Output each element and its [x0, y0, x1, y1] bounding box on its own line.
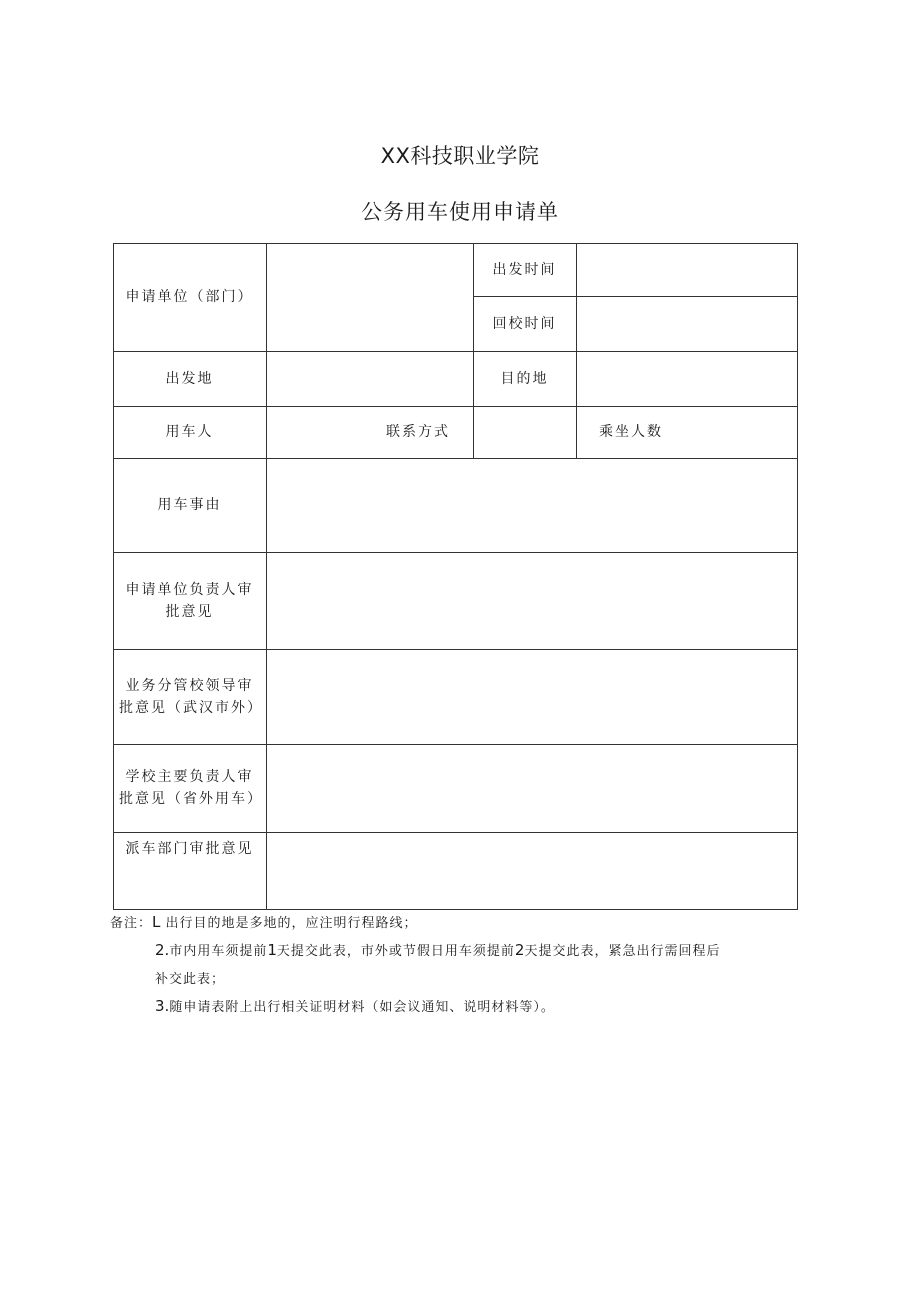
table-border-right [797, 243, 798, 910]
note-item-2-continuation: 补交此表； [155, 972, 226, 987]
applicant-unit-field[interactable] [267, 244, 473, 351]
application-form-table [113, 243, 798, 910]
contact-field[interactable] [474, 407, 576, 458]
destination-label: 目的地 [500, 370, 549, 387]
passenger-count-label: 乘坐人数 [599, 424, 663, 440]
document-title: XX科技职业学院 [380, 144, 540, 168]
note-3-text: 随申请表附上出行相关证明材料（如会议通知、说明材料等）。 [169, 1000, 555, 1015]
contact-label: 联系方式 [386, 424, 450, 440]
departure-time-label: 出发时间 [492, 261, 557, 278]
return-time-field[interactable] [577, 297, 797, 351]
form-title: 公务用车使用申请单 [361, 200, 559, 224]
note-2-number: 2. [155, 941, 170, 959]
unit-head-approval-label: 申请单位负责人审批意见 [125, 581, 254, 620]
passenger-count-field[interactable] [686, 407, 797, 458]
reason-label: 用车事由 [157, 497, 222, 513]
car-user-label: 用车人 [165, 424, 214, 440]
note-2-text-b: 天提交此表，市外或节假日用车须提前 [276, 944, 515, 959]
car-user-field[interactable] [267, 407, 363, 458]
notes-prefix: 备注： [110, 916, 153, 931]
reason-field[interactable] [267, 459, 797, 552]
note-2-days-2: 2 [514, 941, 525, 959]
departure-time-field[interactable] [577, 244, 797, 296]
note-item-2 [155, 940, 720, 959]
dispatch-approval-field[interactable] [267, 833, 797, 909]
unit-head-approval-field[interactable] [267, 553, 797, 649]
note-2-text-c: 天提交此表，紧急出行需回程后 [524, 944, 721, 959]
note-item-3 [155, 996, 555, 1015]
applicant-unit-label: 申请单位（部门） [125, 289, 254, 305]
departure-place-label: 出发地 [165, 370, 214, 387]
destination-field[interactable] [577, 352, 797, 406]
return-time-label: 回校时间 [492, 315, 557, 332]
principal-approval-field[interactable] [267, 745, 797, 832]
vice-leader-approval-label: 业务分管校领导审批意见（武汉市外） [119, 677, 263, 716]
vice-leader-approval-field[interactable] [267, 650, 797, 744]
departure-place-field[interactable] [267, 352, 473, 406]
note-2-days-1: 1 [267, 941, 277, 959]
note-2-text-a: 市内用车须提前 [169, 944, 268, 959]
note-1-text: 出行目的地是多地的，应注明行程路线； [165, 916, 418, 931]
dispatch-approval-label: 派车部门审批意见 [125, 841, 254, 857]
table-border-bottom [113, 909, 798, 910]
principal-approval-label: 学校主要负责人审批意见（省外用车） [119, 769, 263, 807]
note-3-number: 3. [155, 997, 170, 1015]
note-item-1 [110, 912, 418, 931]
note-1-number: L [152, 913, 161, 931]
